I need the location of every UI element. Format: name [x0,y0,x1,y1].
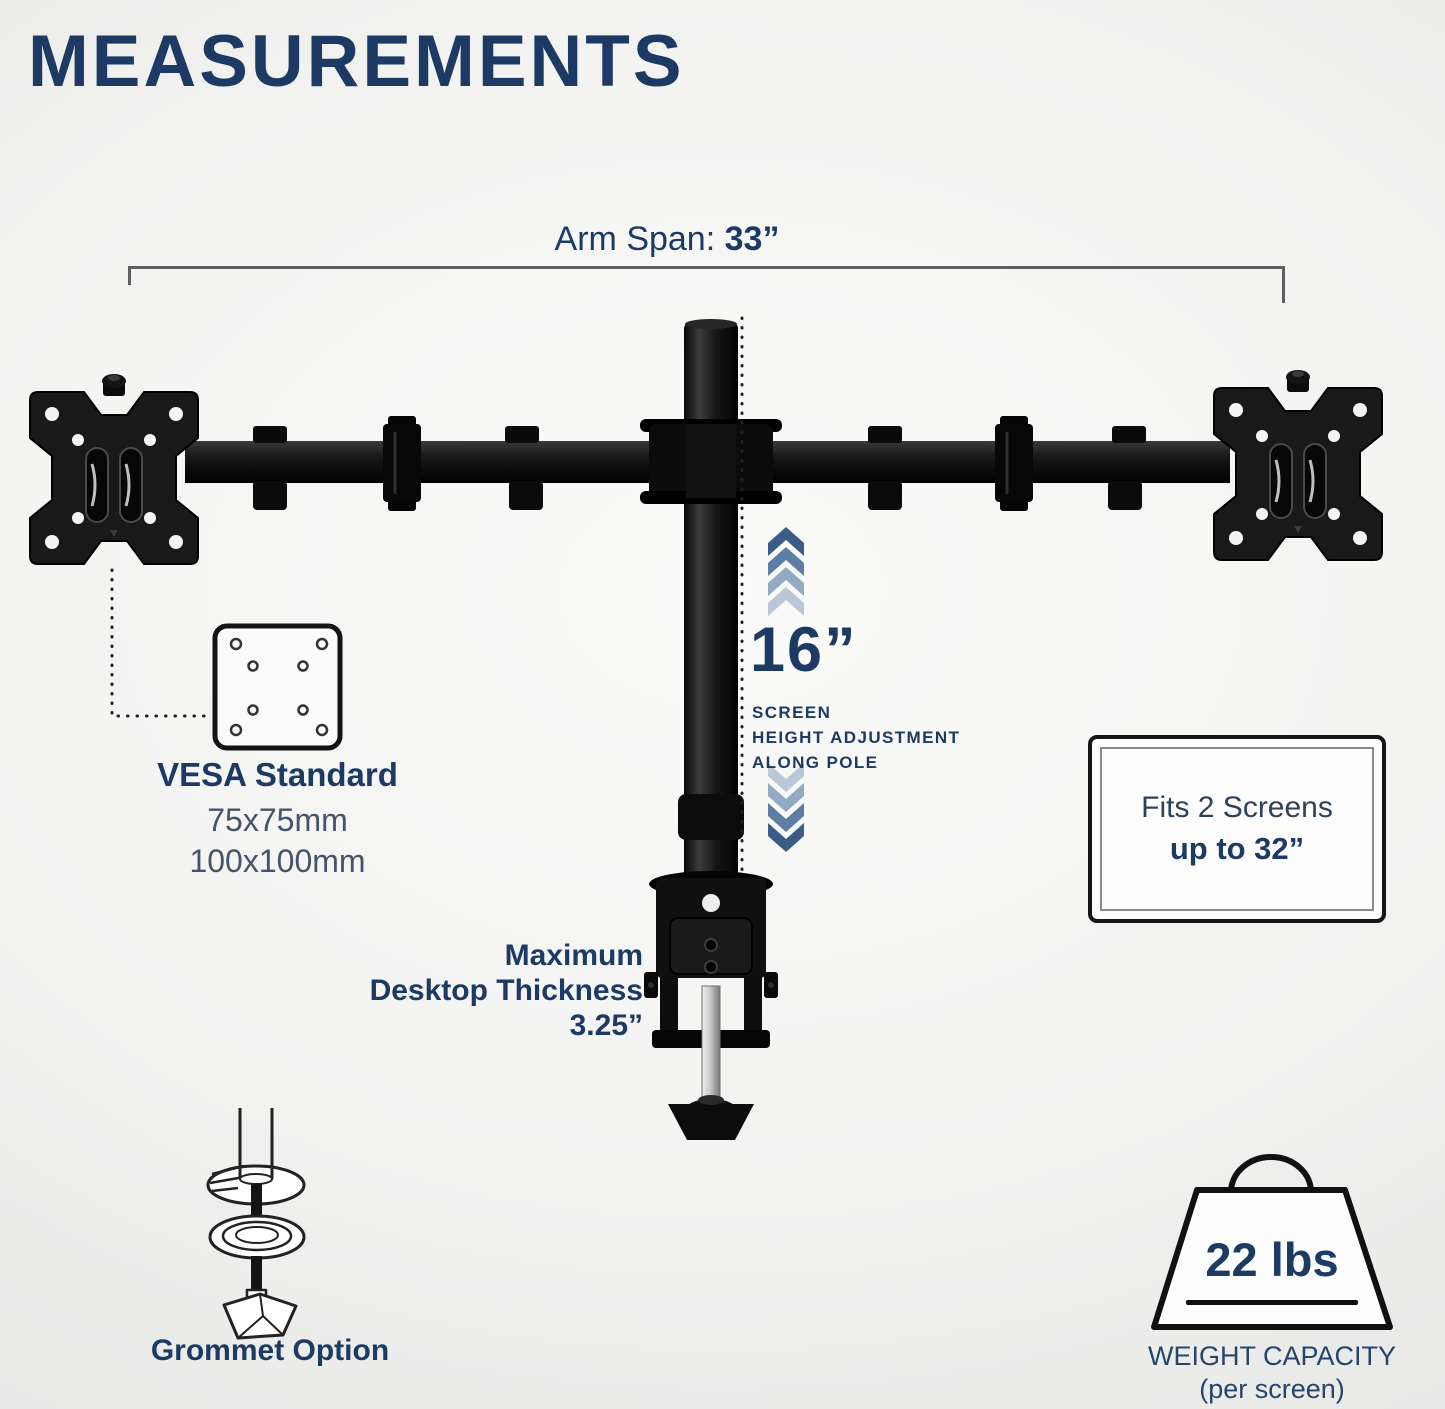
arm-span-dimension-line [128,266,1285,269]
arm-span-text: Arm Span: [554,220,725,258]
vesa-size-75: 75x75mm [207,802,348,838]
vesa-size-100: 100x100mm [189,843,366,879]
arm-span-value: 33” [724,220,780,258]
weight-caption-line-1: WEIGHT CAPACITY [1147,1341,1397,1371]
desk-clamp [644,871,778,1140]
fits-screens-line2: up to 32” [1169,831,1305,866]
grommet-option-label: Grommet Option [150,1334,390,1367]
center-pole [678,319,744,883]
height-caption-line-3: ALONG POLE [752,753,879,772]
thickness-value: 3.25” [569,1009,643,1042]
right-arm [760,416,1230,511]
fits-screens-panel [1100,747,1374,911]
vesa-standard-title: VESA Standard [157,756,398,793]
thickness-line-2: Desktop Thickness [369,974,643,1007]
grommet-mount-line-drawing [208,1108,304,1338]
chevrons-up-icon [768,527,804,616]
height-caption-line-1: SCREEN [752,703,832,722]
weight-caption-line-2: (per screen) [1199,1374,1345,1404]
dimension-tick-right [1282,269,1285,303]
monitor-outline-icon [1088,735,1386,923]
center-mount-collar [640,419,782,504]
chevrons-down-icon [768,763,804,852]
height-adjustment-caption [752,700,960,775]
vesa-hole-pattern-diagram [215,626,340,748]
desktop-thickness-note [333,938,643,1043]
vesa-standard-note [120,756,435,882]
dimension-tick-left [128,269,131,285]
fits-screens-line1: Fits 2 Screens [1141,791,1333,824]
weight-capacity-caption [1100,1340,1444,1406]
arm-span-label [367,220,967,259]
thickness-line-1: Maximum [504,939,643,972]
height-caption-line-2: HEIGHT ADJUSTMENT [752,728,961,747]
left-arm [185,416,665,511]
page-title: MEASUREMENTS [28,21,685,102]
left-vesa-plate [30,374,198,564]
vesa-leader-dotted-line [112,570,210,716]
weight-capacity-value: 22 lbs [1205,1233,1339,1286]
height-adjustment-value: 16” [750,615,858,685]
right-vesa-plate [1214,370,1382,560]
